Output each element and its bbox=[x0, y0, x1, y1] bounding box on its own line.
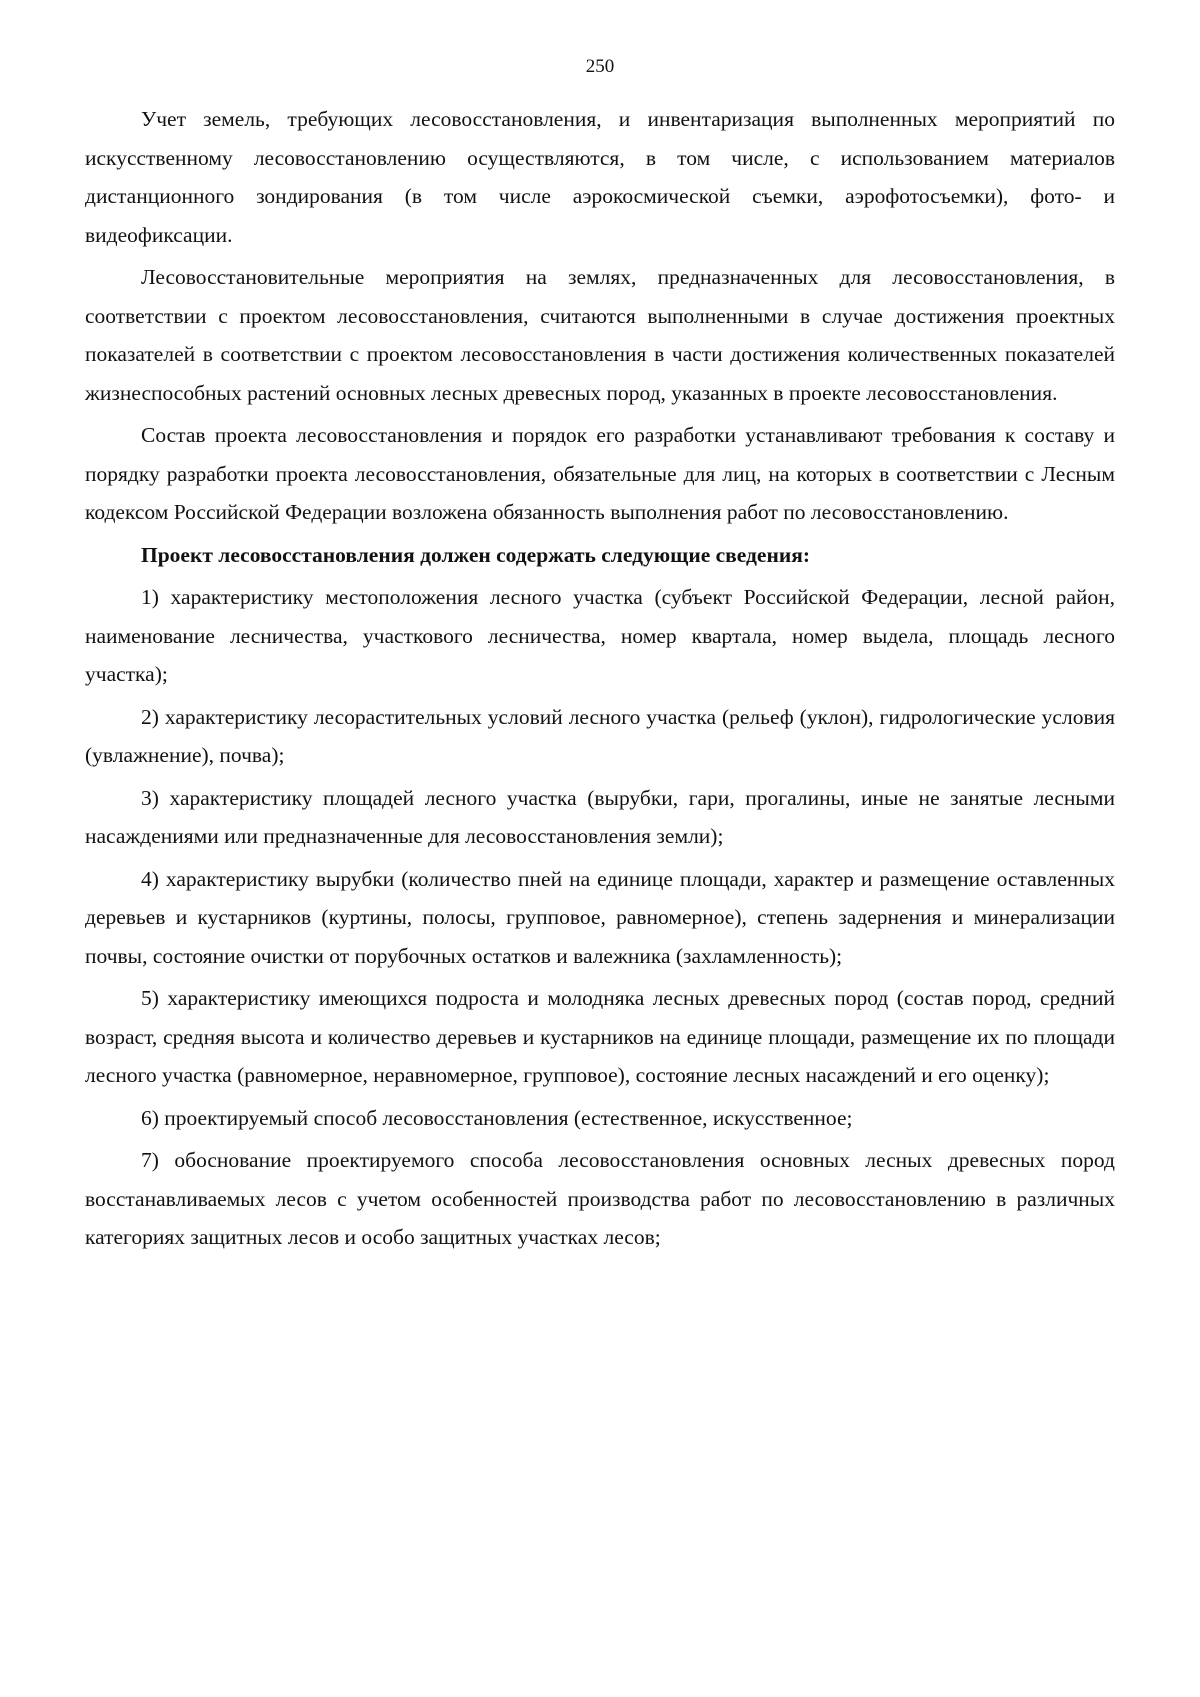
paragraph-project-composition: Состав проекта лесовосстановления и порядок его разработки устанавливают требования к составу и порядку разработки проекта лесовосстановления, обязательные для лиц, на которых в соответствии с Лесным кодексом Российской Федерации возложена обязанность выполнения работ по лесовосстановлению. bbox=[85, 423, 1115, 524]
list-item-5: 5) характеристику имеющихся подроста и молодняка лесных древесных пород (состав пород, средний возраст, средняя высота и количество деревьев и кустарников на единице площади, размещение их по площади лесного участка (равномерное, неравномерное, групповое), состояние лесных насаждений и его оценку); bbox=[85, 986, 1115, 1087]
list-item-3: 3) характеристику площадей лесного участка (вырубки, гари, прогалины, иные не занятые лесными насаждениями или предназначенные для лесовосстановления земли); bbox=[85, 785, 1115, 848]
list-item-6: 6) проектируемый способ лесовосстановления (естественное, искусственное; bbox=[141, 1105, 853, 1130]
list-item-1: 1) характеристику местоположения лесного участка (субъект Российской Федерации, лесной район, наименование лесничества, участкового лесничества, номер квартала, номер выдела, площадь лесного участка); bbox=[85, 585, 1115, 686]
document-body bbox=[85, 100, 1115, 1261]
page-number: 250 bbox=[585, 56, 615, 77]
paragraph-land-accounting: Учет земель, требующих лесовосстановления, и инвентаризация выполненных мероприятий по искусственному лесовосстановлению осуществляются, в том числе, с использованием материалов дистанционного зондирования (в том числе аэрокосмической съемки, аэрофотосъемки), фото- и видеофиксации. bbox=[85, 107, 1115, 247]
list-item-7: 7) обоснование проектируемого способа лесовосстановления основных лесных древесных пород восстанавливаемых лесов с учетом особенностей производства работ по лесовосстановлению в различных категориях защитных лесов и особо защитных участках лесов; bbox=[85, 1148, 1115, 1249]
section-heading: Проект лесовосстановления должен содержать следующие сведения: bbox=[141, 542, 811, 567]
list-item-2: 2) характеристику лесорастительных условий лесного участка (рельеф (уклон), гидрологические условия (увлажнение), почва); bbox=[85, 704, 1115, 767]
list-item-4: 4) характеристику вырубки (количество пней на единице площади, характер и размещение оставленных деревьев и кустарников (куртины, полосы, групповое, равномерное), степень задернения и минерализации почвы, состояние очистки от порубочных остатков и валежника (захламленность); bbox=[85, 866, 1115, 968]
paragraph-reforestation-completion: Лесовосстановительные мероприятия на землях, предназначенных для лесовосстановления, в соответствии с проектом лесовосстановления, считаются выполненными в случае достижения проектных показателей в соответствии с проектом лесовосстановления в части достижения количественных показателей жизнеспособных растений основных лесных древесных пород, указанных в проекте лесовосстановления. bbox=[85, 265, 1115, 405]
